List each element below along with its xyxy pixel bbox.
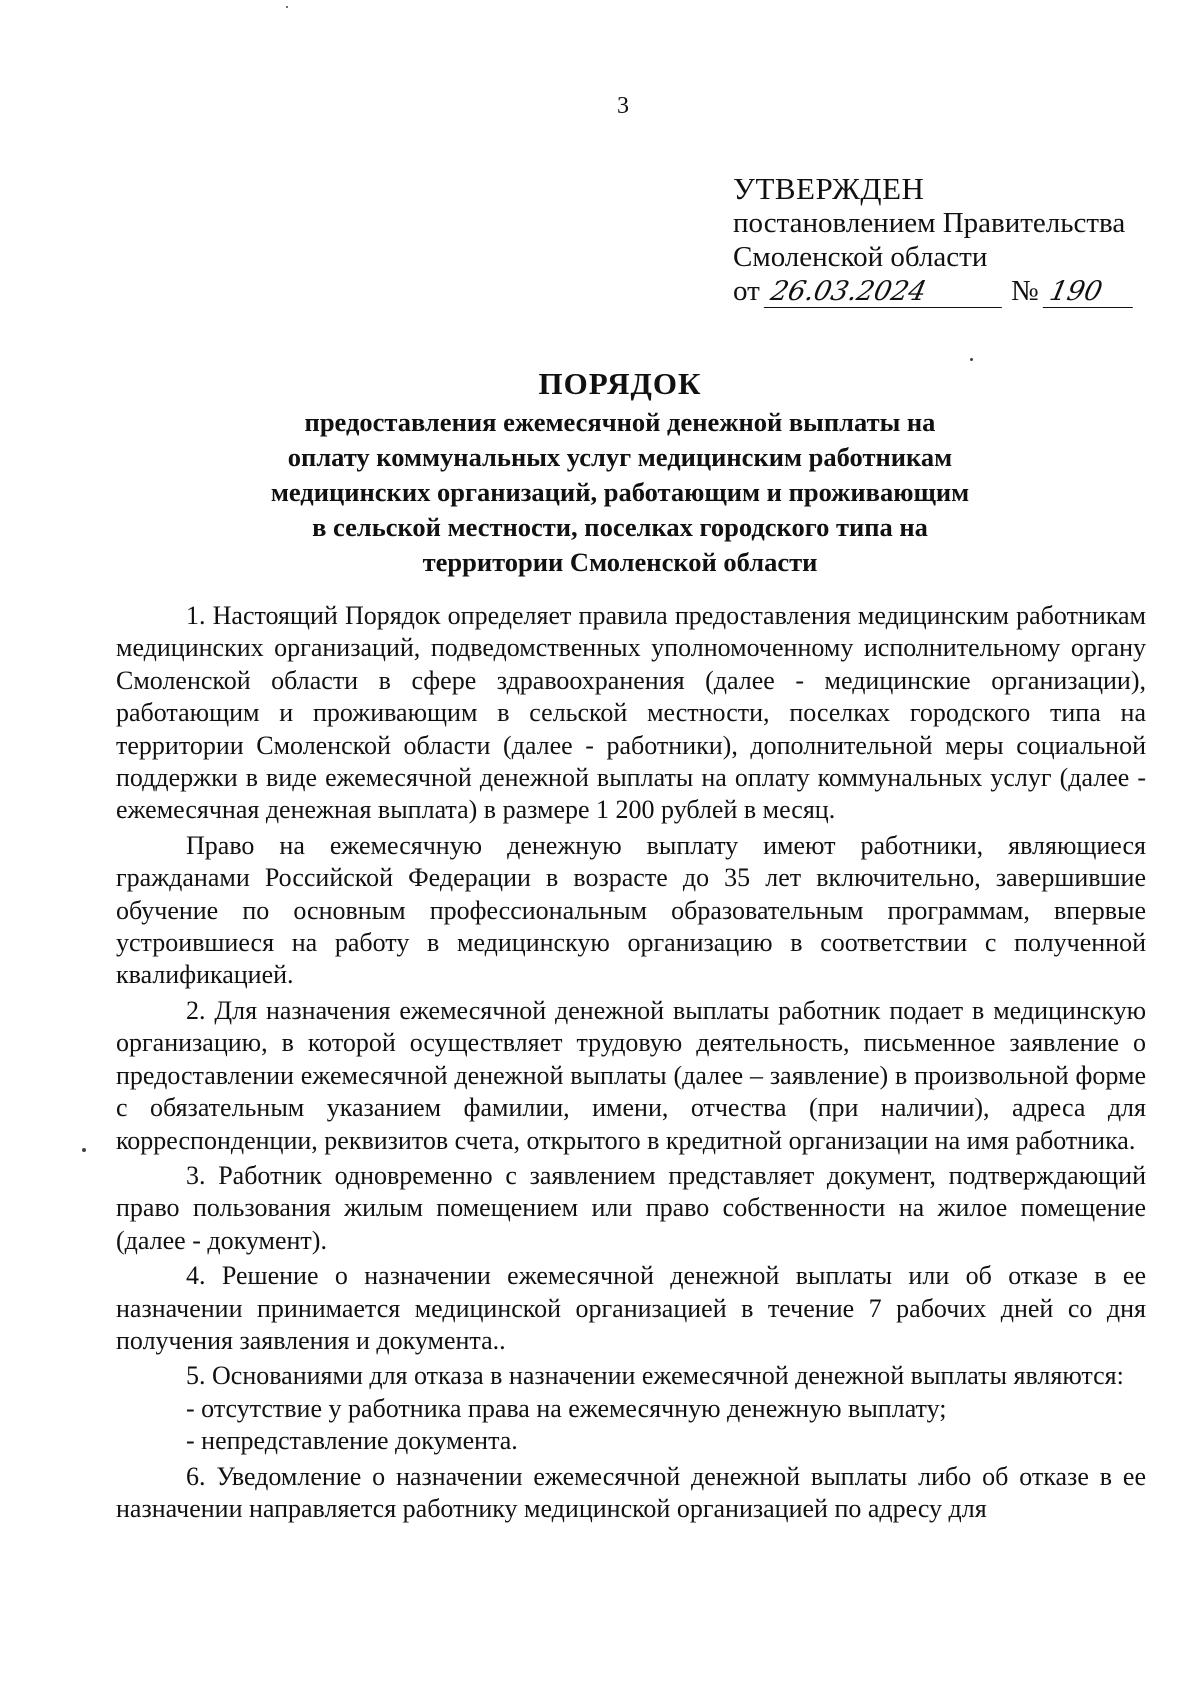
date-prefix: от: [733, 275, 760, 307]
document-title: [150, 364, 1090, 579]
scan-dot: [82, 1148, 86, 1152]
paragraph-6: 6. Уведомление о назначении ежемесячной денежной выплаты либо об отказе в ее назначении направляется работнику медицинской организацией по адресу для: [116, 1461, 1146, 1523]
handwritten-date: 26.03.2024: [764, 277, 1009, 308]
approval-stamp: УТВЕРЖДЕН: [733, 171, 925, 206]
list-item-2: - непредставление документа.: [186, 1426, 518, 1456]
paragraph-4: 4. Решение о назначении ежемесячной денежной выплаты или об отказе в ее назначении принимается медицинской организацией в течение 7 рабочих дней со дня получения заявления и документа..: [116, 1261, 1146, 1355]
title-main: ПОРЯДОК: [538, 366, 702, 401]
approval-block: [733, 172, 1136, 308]
approval-line-1: постановлением Правительства: [733, 207, 1126, 239]
paragraph-5: 5. Основаниями для отказа в назначении ежемесячной денежной выплаты являются:: [186, 1361, 1124, 1391]
title-sub-line: медицинских организаций, работающим и проживающим: [270, 477, 970, 507]
number-sign: №: [1011, 275, 1039, 307]
paragraph-1-right: Право на ежемесячную денежную выплату имеют работники, являющиеся гражданами Российской Федерации в возрасте до 35 лет включительно, завершившие обучение по основным профессиональным образовательным программам, впервые устроившиеся на работу в медицинскую организацию в соответствии с полученной квалификацией.: [116, 830, 1146, 990]
title-sub-line: оплату коммунальных услуг медицинским работникам: [287, 442, 953, 472]
scan-dot: [286, 6, 288, 8]
approval-date-line: [733, 274, 1136, 308]
handwritten-number: 190: [1043, 277, 1140, 308]
title-sub-line: предоставления ежемесячной денежной выплаты на: [304, 407, 936, 437]
paragraph-2: 2. Для назначения ежемесячной денежной выплаты работник подает в медицинскую организацию, в которой осуществляет трудовую деятельность, письменное заявление о предоставлении ежемесячной денежной выплаты (далее – заявление) в произвольной форме с обязательным указанием фамилии, имени, отчества (при наличии), адреса для корреспонденции, реквизитов счета, открытого в кредитной организации на имя работника.: [116, 995, 1146, 1155]
paragraph-3: 3. Работник одновременно с заявлением представляет документ, подтверждающий право пользования жилым помещением или право собственности на жилое помещение (далее - документ).: [116, 1160, 1146, 1255]
list-item-1: - отсутствие у работника права на ежемесячную денежную выплату;: [186, 1393, 947, 1423]
approval-line-2: Смоленской области: [733, 241, 988, 273]
page-number: 3: [617, 93, 629, 119]
title-sub-line: в сельской местности, поселках городского типа на: [312, 512, 928, 542]
scan-dot: [970, 358, 973, 361]
title-sub-line: территории Смоленской области: [422, 547, 818, 577]
document-body: [116, 600, 1146, 1525]
paragraph-1: 1. Настоящий Порядок определяет правила предоставления медицинским работникам медицинских организаций, подведомственных уполномоченному исполнительному органу Смоленской области в сфере здравоохранения (далее - медицинские организации), работающим и проживающим в сельской местности, поселках городского типа на территории Смоленской области (далее - работники), дополнительной меры социальной поддержки в виде ежемесячной денежной выплаты на оплату коммунальных услуг (далее - ежемесячная денежная выплата) в размере 1 200 рублей в месяц.: [116, 601, 1146, 825]
